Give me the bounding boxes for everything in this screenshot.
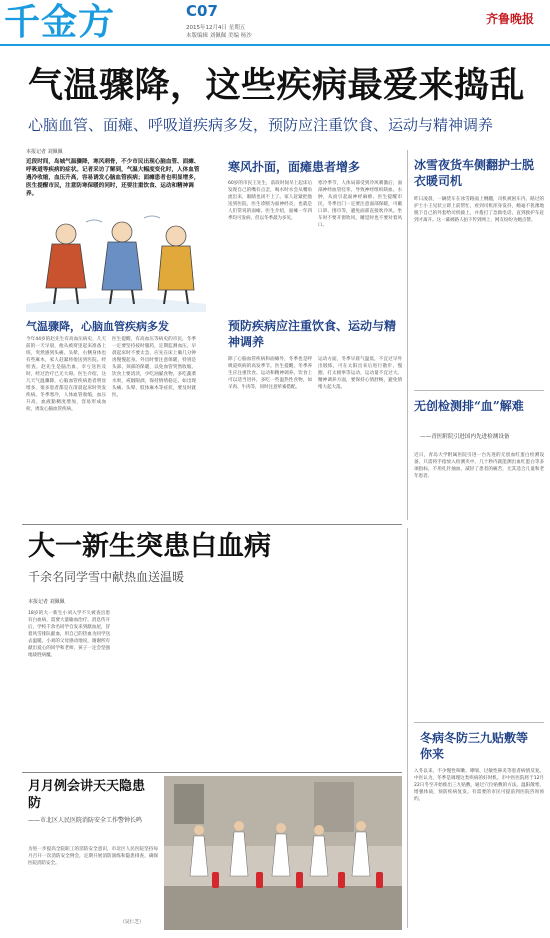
second-story-rule [22, 524, 402, 525]
main-headline: 气温骤降，这些疾病最爱来捣乱 [28, 66, 526, 106]
right-mid-subheading: ——青医附院引进国内先进检测设备 [420, 434, 510, 440]
section1-col1: 今年44岁的赵先生有高血压病史，几天前的一天早晨，他从被窝里起来准备上班，突然感到头痛、头晕，右侧身体也有些麻木，家人赶紧将他送到医院。经检查，赵先生是脑出血，幸亏送医及时，经过治疗已无大碍。医生介绍，这几天气温骤降，心脑血管疾病患者明显增多，很多患者都是在清晨起床时突发疾病。冬季寒冷，人体血管收缩，血压升高，血液黏稠度增加，容易形成血栓，诱发心脑血管疾病。 [26, 337, 106, 412]
fire-drill-photo [164, 776, 402, 930]
header-rule [0, 44, 550, 46]
section1-heading: 气温骤降，心脑血管疾病多发 [26, 320, 169, 333]
bottom-left-credit: （吴仁芝） [120, 920, 144, 925]
right-bottom-body: 入冬以来，不少慢性咳嗽、哮喘、过敏性鼻炎等患者病情反复。中医认为，冬季是调理这类疾病的好时机。市中医医院将于12月22日冬至开始推出三九贴敷，通过穴位贴敷的方法，温阳散寒，增强体质，预防疾病复发。有需要的市民可提前到医院咨询预约。 [414, 769, 544, 802]
right-mid-heading: 无创检测排“血”解难 [414, 399, 524, 413]
section1-col2: 医生提醒，有高血压等病史的市民，冬季一定要坚持按时服药，定期监测血压，早晨起床时不要太急，应先在床上躺几分钟再慢慢起身。外出时要注意保暖，特别是头部、颈部的保暖，以免血管突然收缩。饮食上要清淡，少吃油腻食物，多吃蔬菜水果，戒烟限酒，保持情绪稳定。如出现头痛、头晕、肢体麻木等症状，要及时就医。 [112, 337, 196, 398]
section-logo [4, 2, 164, 44]
second-story-byline: 本报记者 刘佩佩 [28, 599, 65, 605]
second-story-col2 [116, 610, 198, 770]
right-top-heading: 冰雪夜货车侧翻护士脱衣暖司机 [414, 158, 535, 188]
right-bottom-rule [414, 722, 544, 723]
right-mid-rule [414, 390, 544, 391]
main-byline: 本报记者 刘佩佩 [26, 149, 63, 155]
masthead [0, 0, 550, 46]
second-story-col3 [204, 610, 286, 770]
bottom-left-heading: 月月例会讲天天隐患防 [28, 779, 146, 811]
section2-col1: 60岁的市民王先生，前段时间早上起床后发现自己的嘴有点歪，喝水时水会从嘴角流出来，眼睛也闭不上了。家人赶紧把他送到医院，医生诊断为面神经炎，也就是人们常说的面瘫。医生介绍，面瘫一年四季均可发病，但以冬季最为多见。 [228, 181, 312, 221]
main-subheadline: 心脑血管、面瘫、呼吸道疾病多发，预防应注重饮食、运动与精神调养 [28, 116, 494, 134]
cartoon-illustration [26, 208, 206, 312]
bottom-left-subheading: ——市北区人民医院消防安全工作警钟长鸣 [28, 817, 143, 824]
section2-col2: 寒冷季节，人体局部受到冷风刺激后，面部神经血管痉挛，导致神经组织缺血、水肿，从而引起面神经麻痹。医生提醒市民，冬季出门一定要注意面部保暖，可戴口罩、围巾等，避免面部直接吹冷风。坐车时不要开窗吹风，睡觉时也不要对着风口。 [318, 181, 402, 228]
brand-logo: 齐鲁晚报 [486, 12, 535, 26]
section3-col2: 运动方面，冬季早晨气温低，不宜过早外出锻炼，可在太阳出来后进行散步、慢跑、打太极拳等运动，运动量不宜过大。精神调养方面，要保持心情舒畅，避免情绪大起大落。 [318, 357, 402, 390]
editor-line: 本版编辑 刘佩佩 美编 杨沙 [186, 33, 252, 39]
right-column-divider-lower [407, 528, 408, 928]
bottom-left-rule [22, 772, 402, 773]
section2-heading: 寒风扑面，面瘫患者增多 [228, 160, 361, 174]
second-story-col4 [292, 610, 396, 770]
section3-col1: 除了心脑血管疾病和面瘫外，冬季也是呼吸道疾病的高发季节。医生提醒，冬季养生应注重饮食、运动和精神调养。饮食上可以适当进补，多吃一些温热性食物，如羊肉、牛肉等，同时注意荤素搭配。 [228, 357, 312, 390]
second-story-col1: 18岁的大一新生小刘入学不久被查出患有白血病，需要大量输血治疗。消息传开后，学校千余名同学自发来到献血屋，冒着风雪排队献血，用自己的热血为同学送去温暖。小刘的父母感动地说，谢谢所有献出爱心的同学和老师，孩子一定会坚强地战胜病魔。 [28, 611, 110, 658]
date-line: 2015年12月4日 星期五 [186, 25, 246, 31]
page-number: C07 [186, 2, 218, 20]
section3-heading: 预防疾病应注重饮食、运动与精神调养 [228, 319, 397, 349]
second-story-subheadline: 千余名同学雪中献热血送温暖 [28, 570, 185, 584]
right-bottom-heading: 冬病冬防三九贴敷等你来 [420, 731, 529, 761]
section-logo-text: 千金方 [4, 2, 116, 43]
second-story-headline: 大一新生突患白血病 [28, 531, 271, 562]
right-column-divider [407, 150, 408, 520]
lead-paragraph: 近段时间，岛城气温骤降，寒风刺骨，不少市民出现心脑血管、面瘫、呼吸道等疾病的症状。记者采访了解到，气温大幅度变化时，人体血管遇冷收缩，血压升高，容易诱发心脑血管疾病；面瘫患者也明显增多，医生提醒市民，注意防寒保暖的同时，还要注重饮食、运动和精神调养。 [26, 159, 200, 197]
right-top-body: 昨日凌晨，一辆货车在冰雪路面上侧翻，司机被困车内。路过的护士小王见状立即上前帮忙，看到司机浑身发抖，她毫不犹豫地脱下自己的外套给司机披上，并拨打了急救电话，直到救护车赶到才离开。这一幕被路人拍下传到网上，网友纷纷为她点赞。 [414, 197, 544, 223]
right-mid-body: 近日，青岛大学附属医院引进一台先进的无创血红蛋白检测设备，只需将手指放入检测夹中，几十秒内就能测出血红蛋白等多项指标，不用扎针抽血，减轻了患者的痛苦，尤其适合儿童和老年患者。 [414, 453, 544, 479]
bottom-left-body: 为进一步提高全院职工的消防安全意识，市北区人民医院坚持每月召开一次消防安全例会，定期开展消防演练和隐患排查，确保医院消防安全。 [28, 847, 158, 866]
